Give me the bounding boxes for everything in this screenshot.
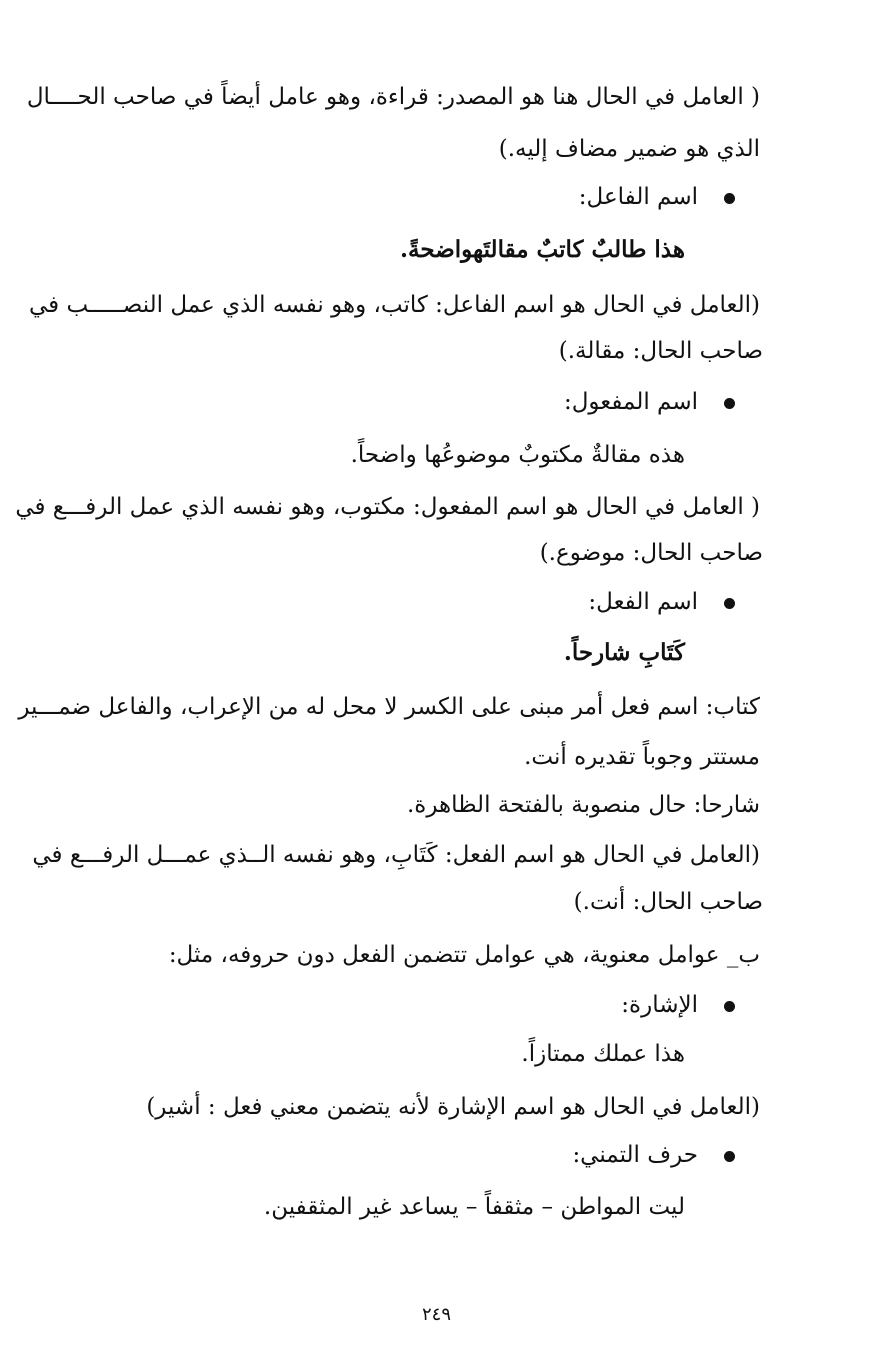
paragraph-line: (العامل في الحال هو اسم الفاعل: كاتب، وهو نفسه الذي عمل النصـــــب في: [29, 292, 760, 318]
bullet-item: [564, 385, 735, 419]
bullet-icon: [724, 598, 735, 609]
example-sentence: هذا عملك ممتازاً.: [521, 1041, 685, 1067]
bullet-item: [621, 988, 735, 1022]
bullet-label: اسم المفعول:: [563, 389, 698, 415]
paragraph-line: صاحب الحال: مقالة.): [558, 338, 763, 364]
paragraph-line: صاحب الحال: أنت.): [573, 889, 763, 915]
example-sentence: هذه مقالةٌ مكتوبٌ موضوعُها واضحاً.: [350, 442, 685, 468]
paragraph-line: شارحا: حال منصوبة بالفتحة الظاهرة.: [407, 792, 760, 818]
paragraph-line: كتاب: اسم فعل أمر مبنى على الكسر لا محل له من الإعراب، والفاعل ضمـــير: [18, 694, 760, 720]
paragraph-line: ( العامل في الحال هو اسم المفعول: مكتوب، وهو نفسه الذي عمل الرفـــع في: [15, 494, 760, 520]
example-sentence: هذا طالبٌ كاتبٌ مقالتَهواضحةً.: [400, 236, 685, 263]
example-sentence: كَتَابِ شارحاً.: [563, 639, 685, 666]
bullet-label: اسم الفاعل:: [578, 184, 698, 210]
bullet-item: [579, 180, 735, 214]
bullet-icon: [724, 398, 735, 409]
bullet-label: حرف التمني:: [572, 1142, 698, 1168]
paragraph-line: ( العامل في الحال هنا هو المصدر: قراءة، وهو عامل أيضاً في صاحب الحــــال: [26, 84, 760, 110]
bullet-item: [572, 1138, 735, 1172]
paragraph-line: الذي هو ضمير مضاف إليه.): [498, 136, 760, 162]
bullet-icon: [724, 1001, 735, 1012]
bullet-icon: [724, 193, 735, 204]
example-sentence: ليت المواطن – مثقفاً – يساعد غير المثقفين.: [263, 1194, 685, 1220]
paragraph-line: (العامل في الحال هو اسم الإشارة لأنه يتضمن معني فعل : أشير): [146, 1094, 760, 1120]
bullet-label: الإشارة:: [621, 992, 698, 1018]
bullet-item: [588, 585, 735, 619]
paragraph-line: مستتر وجوباً تقديره أنت.: [524, 744, 760, 770]
bullet-label: اسم الفعل:: [588, 589, 698, 615]
bullet-icon: [724, 1151, 735, 1162]
paragraph-line: صاحب الحال: موضوع.): [539, 540, 763, 566]
page-number: ٢٤٩: [421, 1304, 451, 1325]
paragraph-line: (العامل في الحال هو اسم الفعل: كَتَابِ، وهو نفسه الــذي عمـــل الرفـــع في: [32, 842, 760, 868]
section-heading: ب_ عوامل معنوية، هي عوامل تتضمن الفعل دون حروفه، مثل:: [168, 942, 760, 968]
